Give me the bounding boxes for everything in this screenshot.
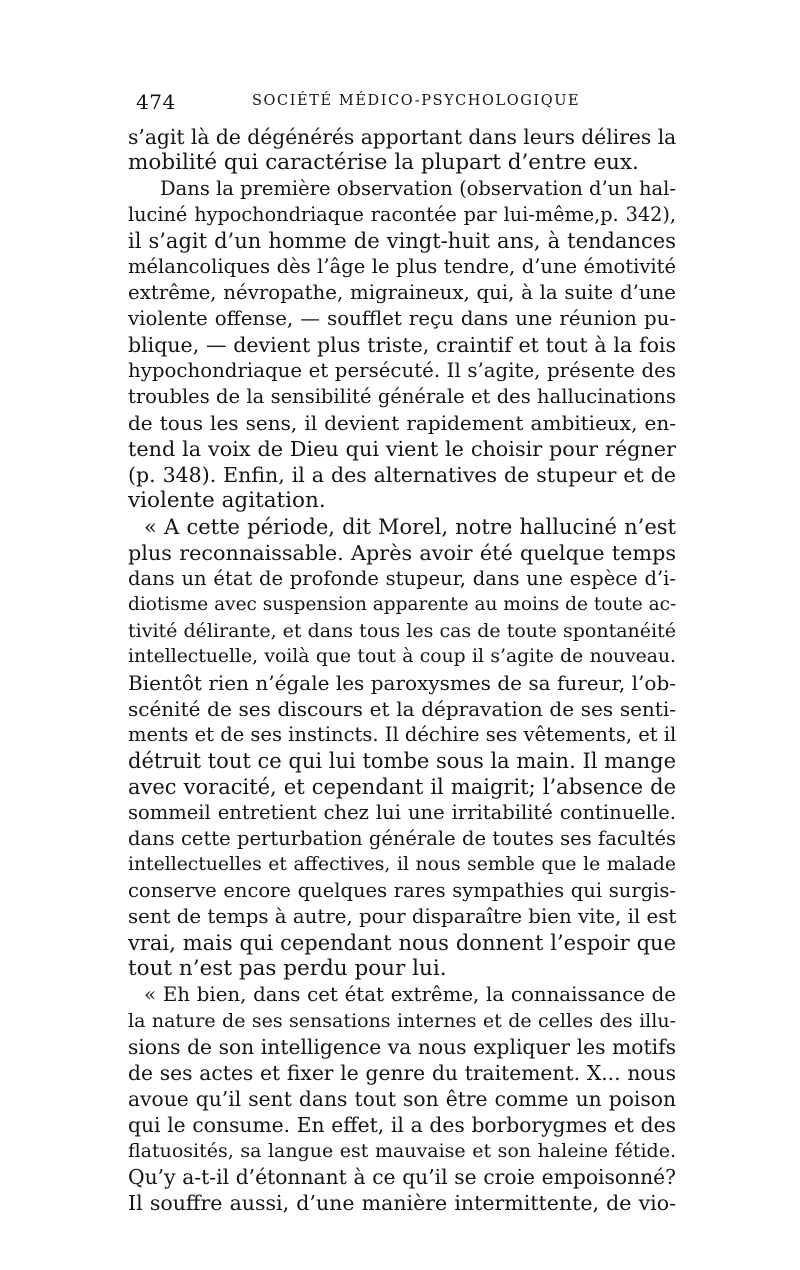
text-line: vrai, mais qui cependant nous donnent l’espoir que [128, 931, 676, 955]
text-line: sommeil entretient chez lui une irritabilité continuelle. [128, 801, 676, 824]
text-line: tend la voix de Dieu qui vient le choisir pour régner [128, 437, 676, 461]
text-line: Qu’y a-t-il d’étonnant à ce qu’il se croie empoisonné? [128, 1165, 676, 1189]
text-line: mobilité qui caractérise la plupart d’entre eux. [128, 150, 639, 175]
text-line: blique, — devient plus triste, craintif et tout à la fois [128, 333, 676, 357]
text-line: scénité de ses discours et la dépravation de ses senti- [128, 697, 676, 721]
text-line: hypochondriaque et persécuté. Il s’agite, présente des [128, 359, 676, 382]
body-text [128, 124, 676, 1216]
text-line: qui le consume. En effet, il a des borborygmes et des [128, 1113, 676, 1137]
text-line: extrême, névropathe, migraineux, qui, à la suite d’une [128, 281, 676, 304]
text-line: dans un état de profonde stupeur, dans une espèce d’i- [128, 567, 676, 590]
text-line: intellectuelle, voilà que tout à coup il s’agite de nouveau. [128, 646, 676, 667]
text-line: « A cette période, dit Morel, notre halluciné n’est [144, 515, 676, 539]
text-line: Dans la première observation (observation d’un hal- [160, 177, 676, 200]
text-line: tout n’est pas perdu pour lui. [128, 956, 447, 981]
text-line: la nature de ses sensations internes et de celles des illu- [128, 1010, 676, 1032]
text-line: dans cette perturbation générale de toutes ses facultés [128, 827, 676, 850]
text-line: diotisme avec suspension apparente au moins de toute ac- [128, 594, 677, 615]
text-line: violente offense, — soufflet reçu dans une réunion pu- [128, 307, 676, 330]
text-line: de tous les sens, il devient rapidement ambitieux, en- [128, 411, 676, 435]
text-line: il s’agit d’un homme de vingt-huit ans, à tendances [128, 229, 676, 253]
page-number: 474 [136, 90, 176, 114]
text-line: sions de son intelligence va nous expliquer les motifs [128, 1035, 676, 1059]
text-line: s’agit là de dégénérés apportant dans leurs délires la [128, 125, 677, 149]
text-line: mélancoliques dès l’âge le plus tendre, d’une émotivité [128, 255, 676, 278]
text-line: Bientôt rien n’égale les paroxysmes de sa fureur, l’ob- [128, 671, 676, 695]
text-line: ments et de ses instincts. Il déchire ses vêtements, et il [128, 723, 677, 746]
text-line: intellectuelles et affectives, il nous semble que le malade [128, 854, 676, 875]
text-line: « Eh bien, dans cet état extrême, la connaissance de [144, 983, 676, 1006]
text-line: avec voracité, et cependant il maigrit; l’absence de [128, 775, 676, 799]
text-line: violente agitation. [128, 488, 326, 513]
text-line: troubles de la sensibilité générale et des hallucinations [128, 385, 676, 408]
text-line: tivité délirante, et dans tous les cas de toute spontanéité [128, 620, 676, 642]
text-line: avoue qu’il sent dans tout son être comme un poison [128, 1087, 676, 1111]
text-line: de ses actes et fixer le genre du traitement. X... nous [128, 1061, 676, 1085]
text-line: (p. 348). Enfin, il a des alternatives de stupeur et de [128, 463, 676, 487]
text-line: plus reconnaissable. Après avoir été quelque temps [128, 541, 676, 565]
text-line: détruit tout ce qui lui tombe sous la main. Il mange [128, 749, 676, 773]
text-line: luciné hypochondriaque racontée par lui-même,p. 342), [128, 203, 676, 226]
text-line: sent de temps à autre, pour disparaître bien vite, il est [128, 905, 677, 928]
text-line: Il souffre aussi, d’une manière intermittente, de vio- [128, 1191, 676, 1215]
running-head [136, 80, 676, 116]
text-line: conserve encore quelques rares sympathies qui surgis- [128, 879, 676, 902]
running-title: SOCIÉTÉ MÉDICO-PSYCHOLOGIQUE [252, 93, 581, 109]
text-line: flatuosités, sa langue est mauvaise et son haleine fétide. [128, 1140, 676, 1162]
